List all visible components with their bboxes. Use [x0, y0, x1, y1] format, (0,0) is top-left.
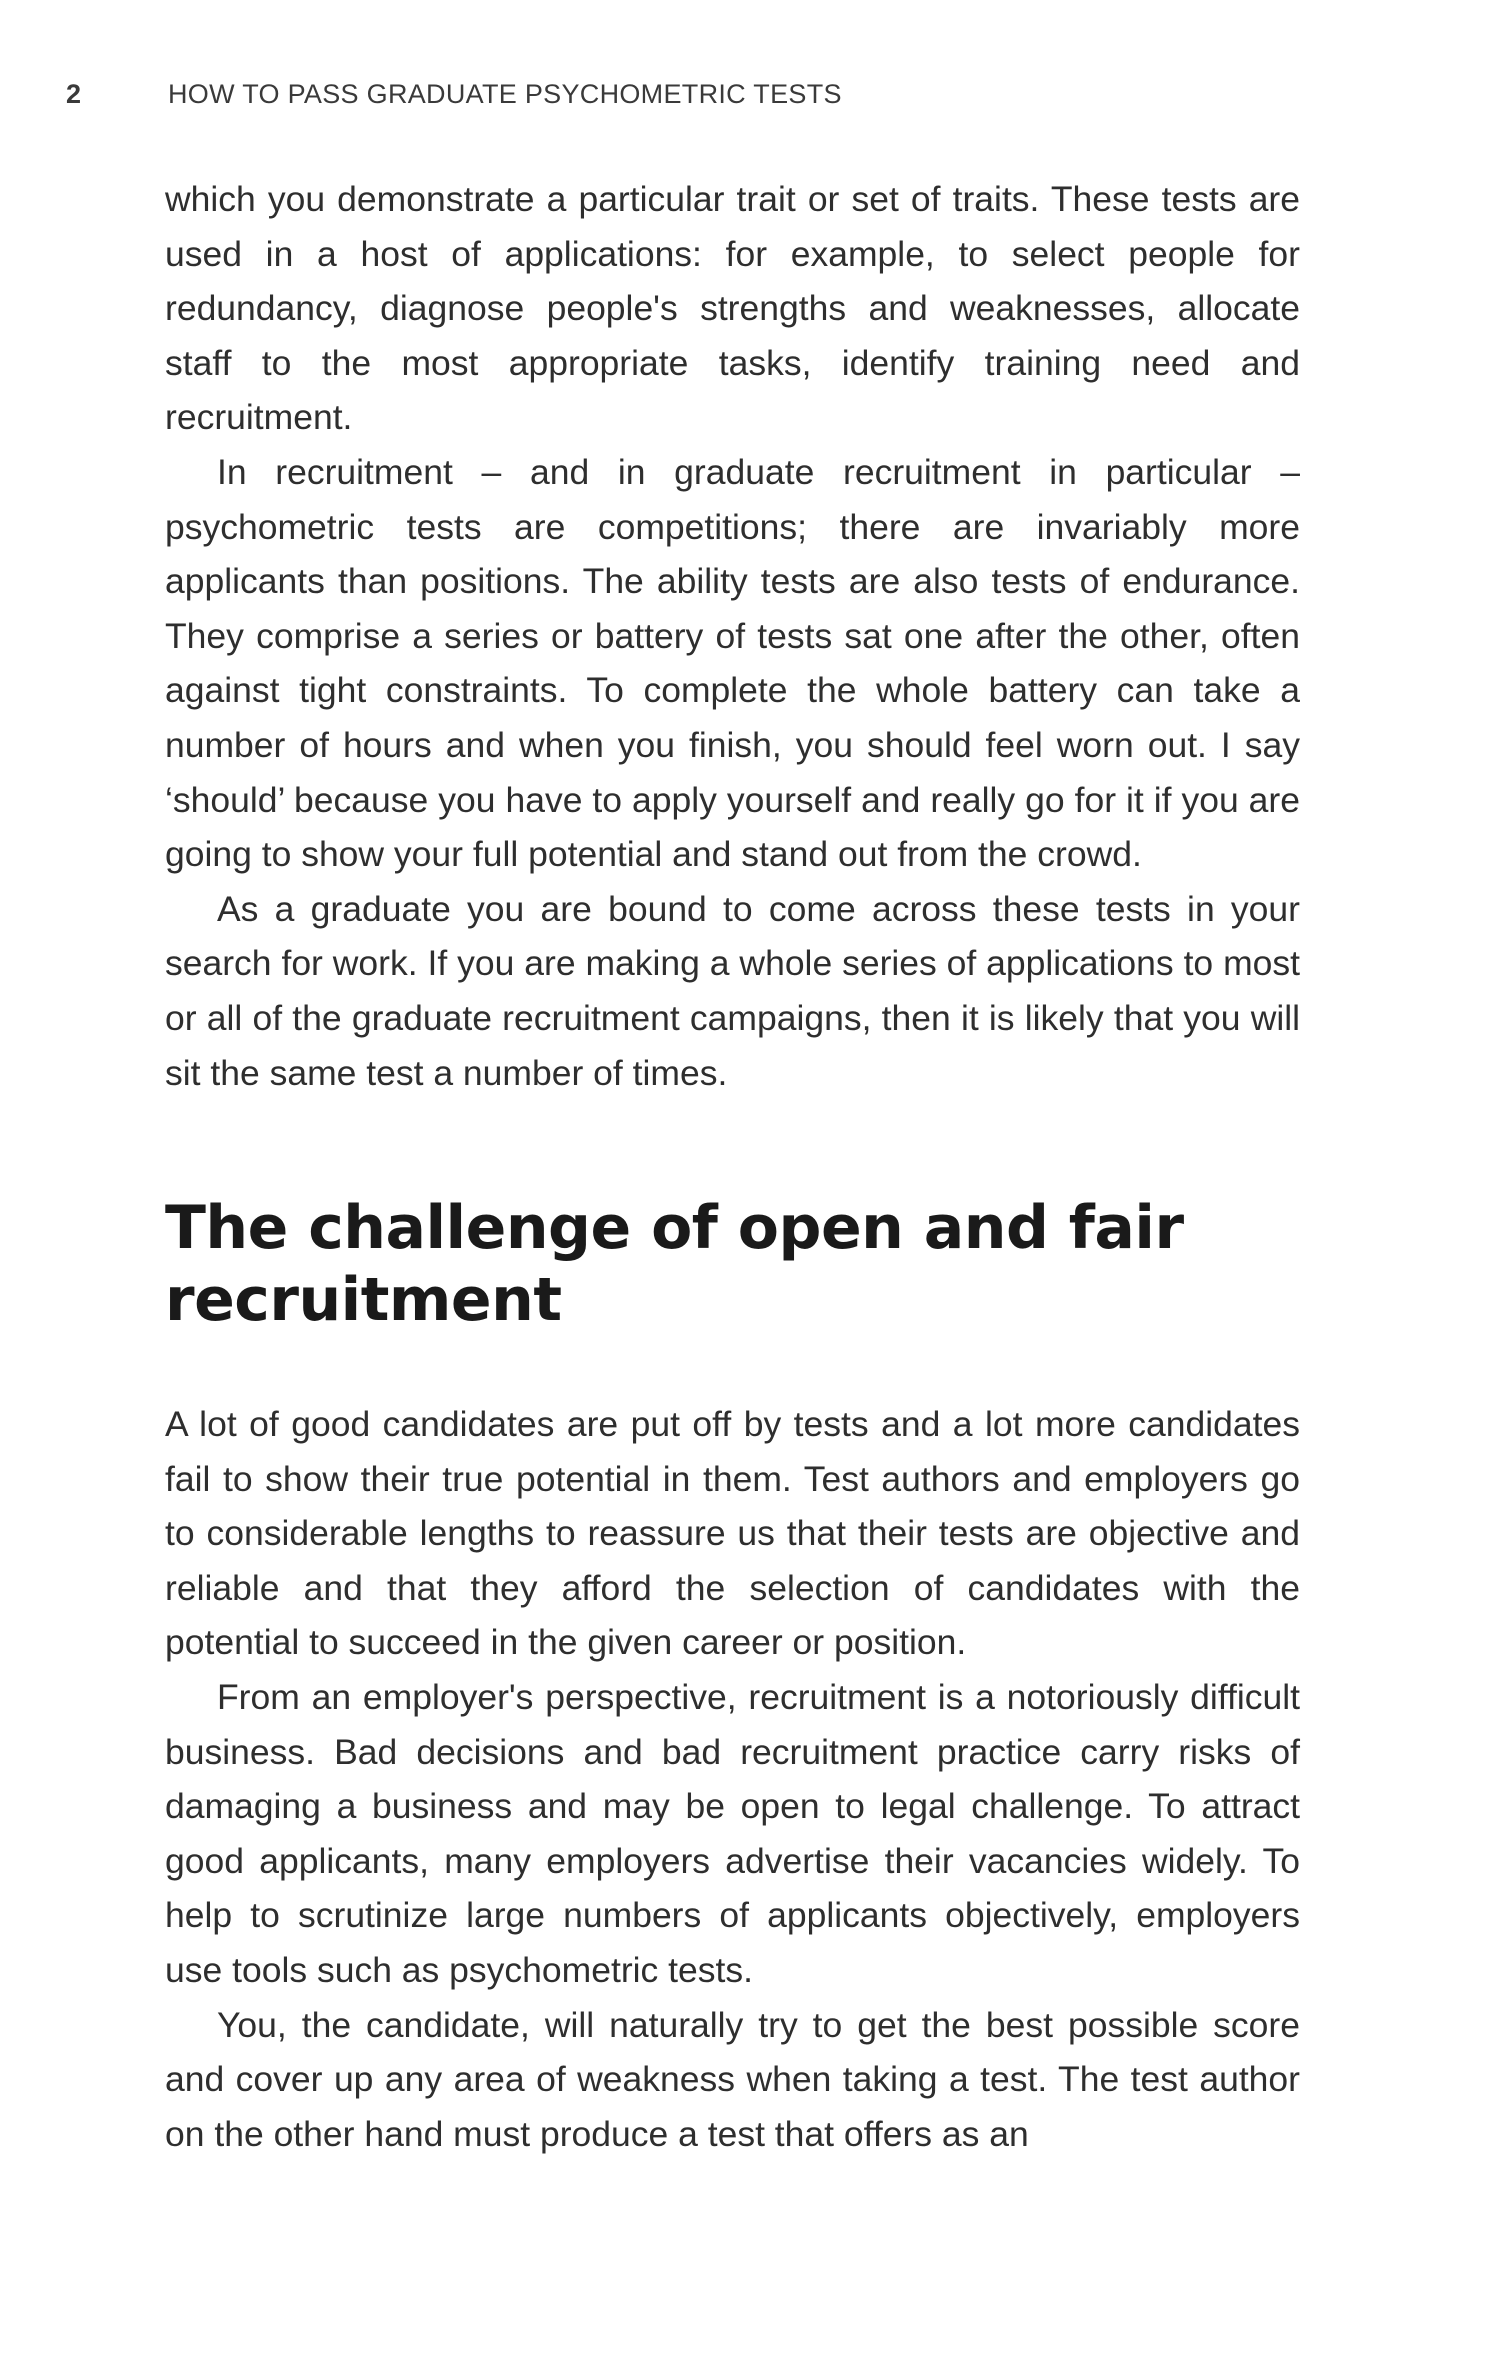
paragraph-recruitment-competitions: In recruitment – and in graduate recruitment in particular – psychometric tests are competitions; there are invariably more applicants than positions. The ability tests are also tests of endurance. They comprise a series or battery of tests sat one after the other, often against tight constraints. To complete the whole battery can take a number of hours and when you finish, you should feel worn out. I say ‘should’ because you have to apply yourself and really go for it if you are going to show your full potential and stand out from the crowd.	[165, 451, 1300, 875]
running-title: HOW TO PASS GRADUATE PSYCHOMETRIC TESTS	[168, 78, 842, 109]
running-head	[66, 74, 842, 114]
section-text-block	[165, 1397, 1300, 2161]
intro-text-block	[165, 172, 1300, 1100]
paragraph-graduate-search: As a graduate you are bound to come across these tests in your search for work. If you are making a whole series of applications to most or all of the graduate recruitment campaigns, then it is likely that you will sit the same test a number of times.	[165, 888, 1300, 1093]
page-number: 2	[66, 78, 82, 109]
paragraph-good-candidates: A lot of good candidates are put off by tests and a lot more candidates fail to show their true potential in them. Test authors and employers go to considerable lengths to reassure us that their tests are objective and reliable and that they afford the selection of candidates with the potential to succeed in the given career or position.	[165, 1404, 1300, 1663]
section-heading: The challenge of open and fair recruitment	[165, 1193, 1184, 1335]
paragraph-continued: which you demonstrate a particular trait or set of traits. These tests are used in a host of applications: for example, to select people for redundancy, diagnose people's strengths and weaknesses, allocate staff to the most appropriate tasks, identify training need and recruitment.	[165, 179, 1300, 438]
paragraph-employer-perspective: From an employer's perspective, recruitment is a notoriously difficult business. Bad decisions and bad recruitment practice carry risks of damaging a business and may be open to legal challenge. To attract good applicants, many employers advertise their vacancies widely. To help to scrutinize large numbers of applicants objectively, employers use tools such as psychometric tests.	[165, 1676, 1300, 1990]
paragraph-candidate-score: You, the candidate, will naturally try to get the best possible score and cover up any area of weakness when taking a test. The test author on the other hand must produce a test that offers as an	[165, 2004, 1300, 2154]
